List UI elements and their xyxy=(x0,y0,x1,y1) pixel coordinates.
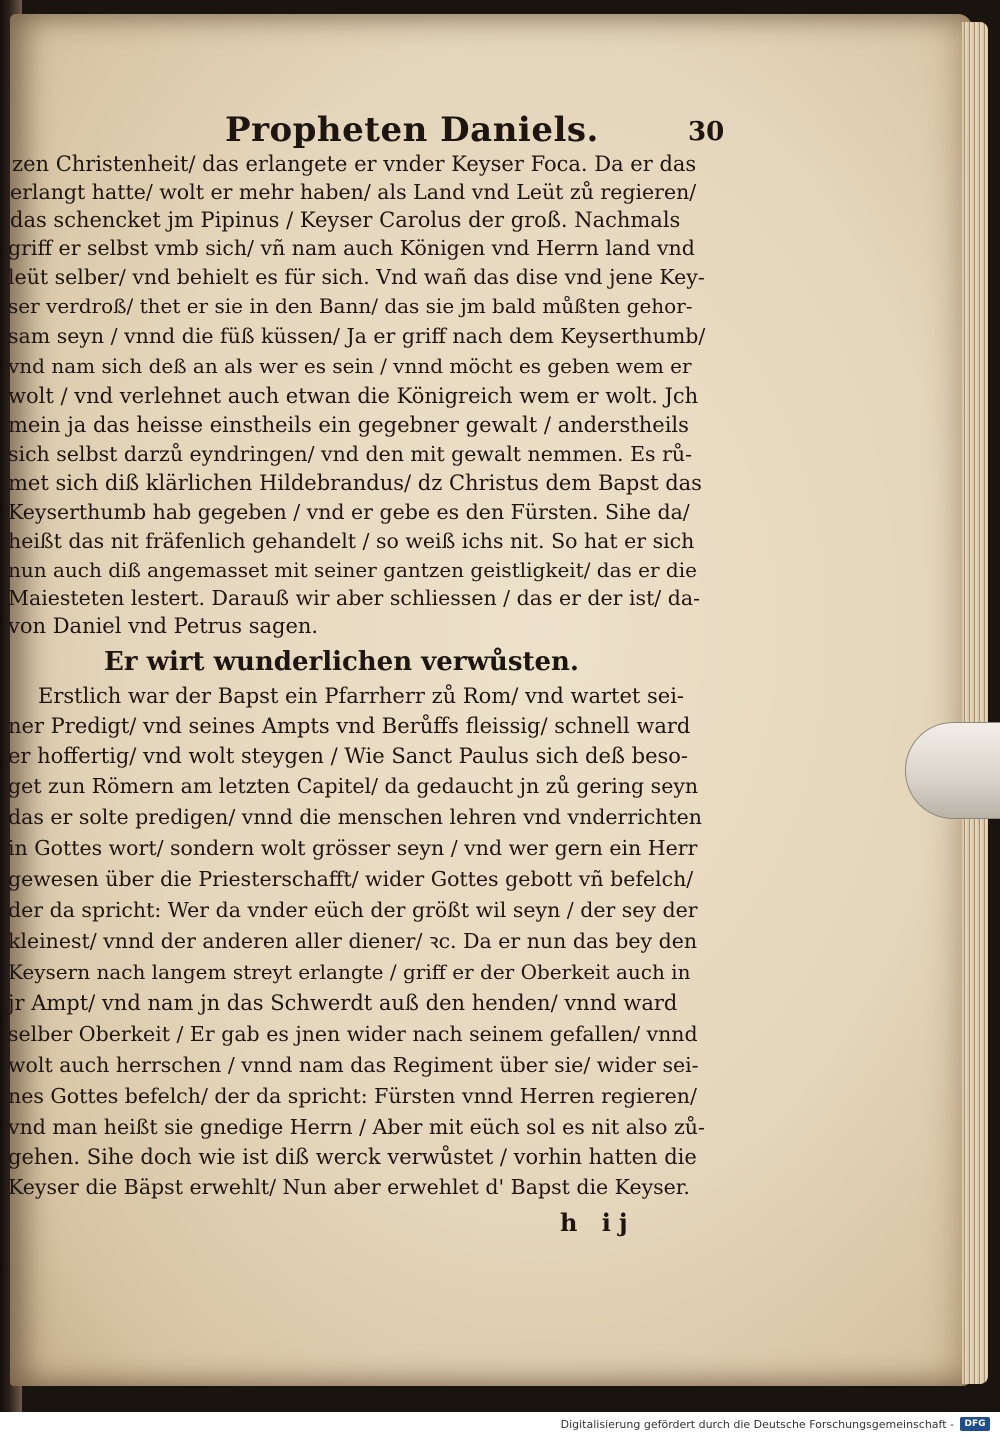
text-line: zen Christenheit/ das erlangete er vnder Keyser Foca. Da er das xyxy=(12,152,697,176)
text-line: jr Ampt/ vnd nam jn das Schwerdt auß den henden/ vnnd ward xyxy=(8,991,678,1015)
text-line: kleinest/ vnnd der anderen aller diener/ ꝛc. Da er nun das bey den xyxy=(8,929,698,953)
text-line: vnd nam sich deß an als wer es sein / vnnd möcht es geben wem er xyxy=(8,354,692,378)
text-line: der da spricht: Wer da vnder eüch der größt wil seyn / der sey der xyxy=(8,898,698,922)
page-header xyxy=(0,108,1000,152)
footer-credit: Digitalisierung gefördert durch die Deutsche Forschungsgemeinschaft - xyxy=(560,1418,954,1431)
text-line: erlangt hatte/ wolt er mehr haben/ als Land vnd Leüt zů regieren/ xyxy=(10,180,697,204)
text-line: met sich diß klärlichen Hildebrandus/ dz Christus dem Bapst das xyxy=(8,471,702,495)
text-line: gehen. Sihe doch wie ist diß werck verwůstet / vorhin hatten die xyxy=(8,1145,697,1169)
signature-mark: h ij xyxy=(560,1208,636,1237)
text-line: leüt selber/ vnd behielt es für sich. Vnd wañ das dise vnd jene Key- xyxy=(8,265,705,289)
digitization-footer xyxy=(0,1412,1000,1438)
text-line: Maiesteten lestert. Darauß wir aber schliessen / das er der ist/ da- xyxy=(8,586,701,610)
folio-number: 30 xyxy=(688,117,725,147)
text-line: gewesen über die Priesterschafft/ wider Gottes gebott vñ befelch/ xyxy=(8,867,694,891)
text-line: sam seyn / vnnd die füß küssen/ Ja er griff nach dem Keyserthumb/ xyxy=(8,324,706,348)
text-line: von Daniel vnd Petrus sagen. xyxy=(8,614,319,638)
text-line: get zun Römern am letzten Capitel/ da gedaucht jn zů gering seyn xyxy=(8,774,699,798)
text-line: Keyser die Bäpst erwehlt/ Nun aber erwehlet d' Bapst die Keyser. xyxy=(8,1175,690,1199)
text-line: ser verdroß/ thet er sie in den Bann/ das sie jm bald můßten gehor- xyxy=(8,294,693,318)
text-line: Keysern nach langem streyt erlangte / griff er der Oberkeit auch in xyxy=(8,960,691,984)
text-line: Keyserthumb hab gegeben / vnd er gebe es den Fürsten. Sihe da/ xyxy=(8,500,690,524)
text-line: griff er selbst vmb sich/ vñ nam auch Königen vnd Herrn land vnd xyxy=(8,236,695,260)
text-line: das er solte predigen/ vnnd die menschen lehren vnd vnderrichten xyxy=(8,805,702,829)
text-line: wolt auch herrschen / vnnd nam das Regiment über sie/ wider sei- xyxy=(8,1053,699,1077)
text-line: vnd man heißt sie gnedige Herrn / Aber mit eüch sol es nit also zů- xyxy=(8,1115,705,1139)
text-line: wolt / vnd verlehnet auch etwan die Königreich wem er wolt. Jch xyxy=(8,384,699,408)
text-line: nes Gottes befelch/ der da spricht: Fürsten vnnd Herren regieren/ xyxy=(8,1084,697,1108)
text-line: das schencket jm Pipinus / Keyser Carolus der groß. Nachmals xyxy=(10,208,681,232)
section-heading: Er wirt wunderlichen verwůsten. xyxy=(104,647,579,677)
text-line: mein ja das heisse einstheils ein gegebner gewalt / anderstheils xyxy=(8,413,689,437)
text-line: Erstlich war der Bapst ein Pfarrherr zů Rom/ vnd wartet sei- xyxy=(38,684,685,708)
text-line: heißt das nit fräfenlich gehandelt / so weiß ichs nit. So hat er sich xyxy=(8,529,695,553)
text-line: nun auch diß angemasset mit seiner gantzen geistligkeit/ das er die xyxy=(8,558,697,582)
text-line: selber Oberkeit / Er gab es jnen wider nach seinem gefallen/ vnnd xyxy=(8,1022,698,1046)
running-head: Propheten Daniels. xyxy=(225,110,599,150)
text-line: in Gottes wort/ sondern wolt grösser seyn / vnd wer gern ein Herr xyxy=(8,836,698,860)
text-line: ner Predigt/ vnd seines Ampts vnd Berůffs fleissig/ schnell ward xyxy=(8,714,691,738)
text-line: er hoffertig/ vnd wolt steygen / Wie Sanct Paulus sich deß beso- xyxy=(8,744,689,768)
text-line: sich selbst darzů eyndringen/ vnd den mit gewalt nemmen. Es rů- xyxy=(8,442,693,466)
dfg-logo-icon: DFG xyxy=(960,1417,990,1431)
